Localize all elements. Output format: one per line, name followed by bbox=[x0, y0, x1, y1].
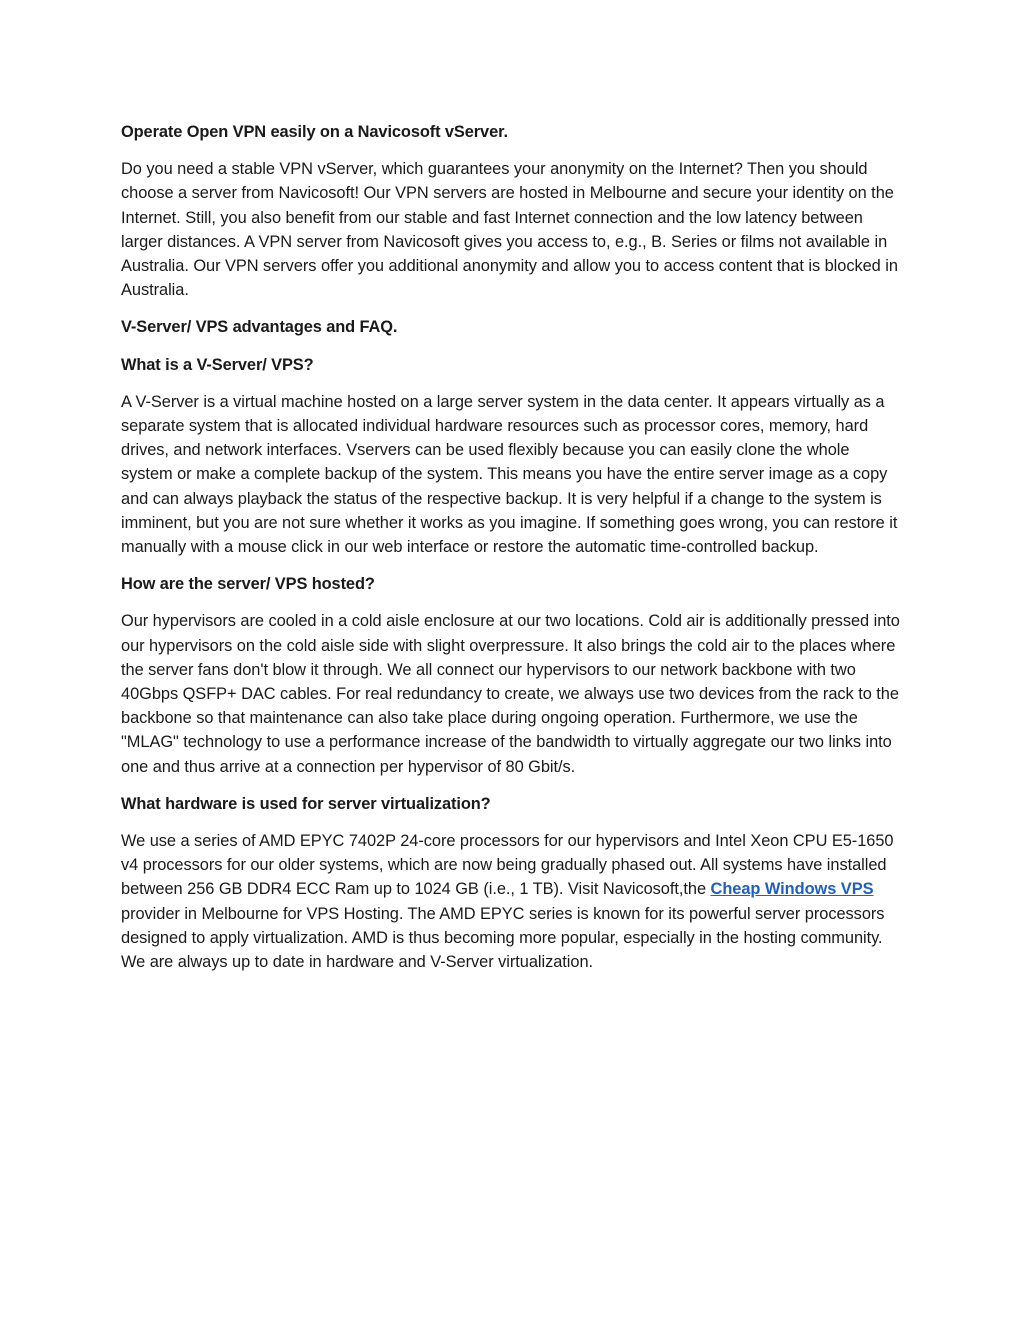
section-heading-how-hosted: How are the server/ VPS hosted? bbox=[121, 575, 375, 594]
intro-paragraph: Do you need a stable VPN vServer, which guarantees your anonymity on the Internet? Then you should choose a server from Navicosoft! Our VPN servers are hosted in Melbourne and secure your identity on the Internet. Still, you also benefit from our stable and fast Internet connection and the low latency between larger distances. A VPN server from Navicosoft gives you access to, e.g., B. Series or films not available in Australia. Our VPN servers offer you additional anonymity and allow you to access content that is blocked in Australia. bbox=[121, 160, 898, 300]
section-body-what-is-vserver: A V-Server is a virtual machine hosted on a large server system in the data center. It appears virtually as a separate system that is allocated individual hardware resources such as processor cores, memory, hard drives, and network interfaces. Vservers can be used flexibly because you can easily clone the whole system or make a complete backup of the system. This means you have the entire server image as a copy and can always playback the status of the respective backup. It is very helpful if a change to the system is imminent, but you are not sure whether it works as you imagine. If something goes wrong, you can restore it manually with a mouse click in our web interface or restore the automatic time-controlled backup. bbox=[121, 392, 898, 557]
section-heading-hardware: What hardware is used for server virtualization? bbox=[121, 794, 491, 813]
section-heading-what-is-vserver: What is a V-Server/ VPS? bbox=[121, 355, 314, 374]
hardware-text-before-link: We use a series of AMD EPYC 7402P 24-core processors for our hypervisors and Intel Xeon CPU E5-1650 v4 processors for our older systems, which are now being gradually phased out. All systems have installed between 256 GB DDR4 ECC Ram up to 1024 GB (i.e., 1 TB). Visit Navicosoft,the bbox=[121, 832, 894, 899]
document-title: Operate Open VPN easily on a Navicosoft vServer. bbox=[121, 123, 508, 141]
section-body-hardware bbox=[121, 829, 905, 974]
document-page bbox=[121, 120, 905, 987]
cheap-windows-vps-link[interactable]: Cheap Windows VPS bbox=[710, 880, 874, 899]
section-body-how-hosted: Our hypervisors are cooled in a cold aisle enclosure at our two locations. Cold air is additionally pressed into our hypervisors on the cold aisle side with slight overpressure. It also brings the cold air to the places where the server fans don't blow it through. We all connect our hypervisors to our network backbone with two 40Gbps QSFP+ DAC cables. For real redundancy to create, we always use two devices from the rack to the backbone so that maintenance can also take place during ongoing operation. Furthermore, we use the "MLAG" technology to use a performance increase of the bandwidth to virtually aggregate our two links into one and thus arrive at a connection per hypervisor of 80 Gbit/s. bbox=[121, 612, 900, 776]
faq-heading: V-Server/ VPS advantages and FAQ. bbox=[121, 318, 398, 337]
hardware-text-after-link: provider in Melbourne for VPS Hosting. The AMD EPYC series is known for its powerful server processors designed to apply virtualization. AMD is thus becoming more popular, especially in the hosting community. We are always up to date in hardware and V-Server virtualization. bbox=[121, 904, 885, 972]
